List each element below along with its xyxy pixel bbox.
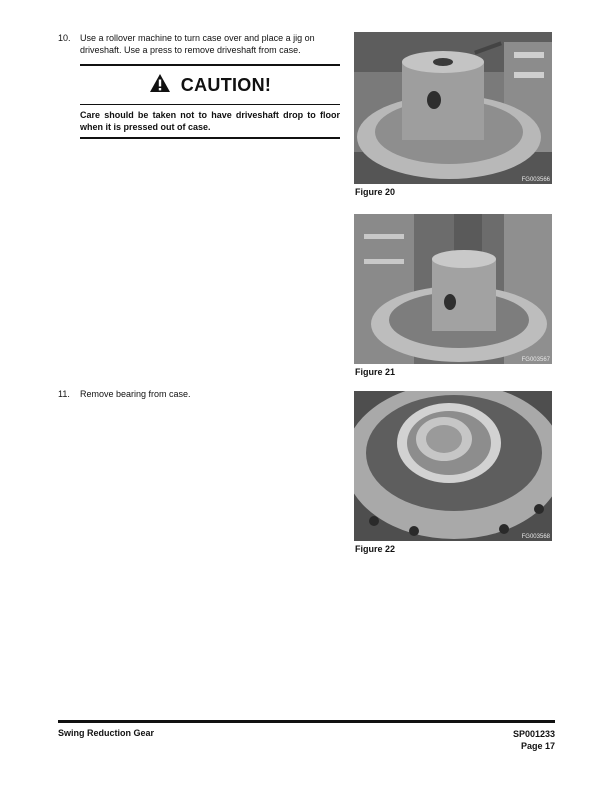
figure-caption: Figure 22 [355, 544, 396, 554]
step-text: Remove bearing from case. [80, 389, 191, 399]
figure-20-photo [354, 32, 552, 184]
caution-title: CAUTION! [180, 74, 272, 95]
figure-22-photo [354, 391, 552, 541]
figure-21-photo [354, 214, 552, 364]
step-number: 10. [58, 33, 71, 43]
caution-bottom-rule [80, 137, 340, 139]
footer-rule [58, 720, 555, 723]
figure-code: FG003566 [521, 177, 550, 183]
doc-number: SP001233 [512, 729, 555, 739]
footer-meta [513, 728, 555, 752]
step-11 [58, 388, 342, 400]
caution-mid-rule [80, 104, 340, 105]
figure-code: FG003567 [521, 357, 550, 363]
page-number: Page 17 [520, 741, 555, 751]
step-10 [58, 32, 342, 56]
figure-code: FG003568 [521, 534, 550, 540]
step-text: Use a rollover machine to turn case over and place a jig on driveshaft. Use a press to remove driveshaft from case. [80, 33, 315, 55]
figure-caption: Figure 20 [355, 187, 396, 197]
caution-text: Care should be taken not to have driveshaft drop to floor when it is pressed out of case. [80, 110, 340, 132]
figure-caption: Figure 21 [355, 367, 396, 377]
caution-top-rule [80, 64, 340, 66]
step-number: 11. [58, 389, 70, 399]
warning-triangle-icon [149, 73, 171, 98]
caution-heading [80, 68, 340, 102]
footer-title: Swing Reduction Gear [58, 728, 155, 738]
